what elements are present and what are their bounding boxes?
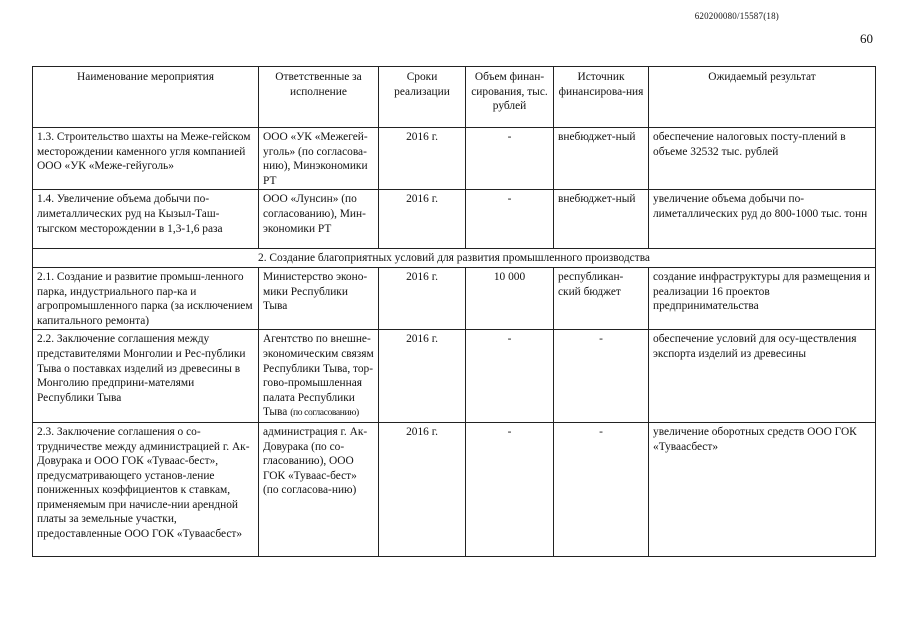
table-header-row xyxy=(33,67,876,128)
table-row xyxy=(33,128,876,190)
cell-source: республикан-ский бюджет xyxy=(554,267,649,329)
cell-responsible: ООО «УК «Межегей-уголь» (по согласова-нию), Минэкономики РТ xyxy=(259,128,379,190)
column-header-responsible: Ответственные за исполнение xyxy=(259,67,379,128)
cell-name: 2.1. Создание и развитие промыш-ленного парка, индустриального пар-ка и агропромышленного парка (за исключением капитального ремонта) xyxy=(33,267,259,329)
cell-result: создание инфраструктуры для размещения и реализации 16 проектов предпринимательства xyxy=(649,267,876,329)
responsible-note: (по согласованию) xyxy=(290,407,359,419)
cell-name: 2.2. Заключение соглашения между представителями Монголии и Рес-публики Тыва о поставках изделий из древесины в Монголию предприни-мателями Республики Тыва xyxy=(33,330,259,423)
column-header-name: Наименование мероприятия xyxy=(33,67,259,128)
page-number: 60 xyxy=(860,31,873,46)
table-row xyxy=(33,330,876,423)
cell-volume: - xyxy=(466,422,554,556)
cell-responsible xyxy=(259,330,379,423)
cell-volume: 10 000 xyxy=(466,267,554,329)
cell-responsible: Министерство эконо-мики Республики Тыва xyxy=(259,267,379,329)
cell-name: 2.3. Заключение соглашения о со-трудничестве между администрацией г. Ак-Довурака и ООО ГОК «Туваас-бест», предусматривающего установ-ление пониженных коэффициентов к ставкам, применяемым при начисле-нии арендной платы за земельные участки, предоставленные ООО ГОК «Тувaaсбест» xyxy=(33,422,259,556)
cell-volume: - xyxy=(466,190,554,249)
cell-source: - xyxy=(554,422,649,556)
section-title: 2. Создание благоприятных условий для развития промышленного производства xyxy=(33,249,876,268)
column-header-term: Сроки реализации xyxy=(379,67,466,128)
column-header-result: Ожидаемый результат xyxy=(649,67,876,128)
measures-table xyxy=(32,66,876,557)
cell-term: 2016 г. xyxy=(379,330,466,423)
cell-name: 1.3. Строительство шахты на Меже-гейском месторождении каменного угля компанией ООО «УК «Меже-гейуголь» xyxy=(33,128,259,190)
cell-result: увеличение оборотных средств ООО ГОК «Туваасбест» xyxy=(649,422,876,556)
cell-volume: - xyxy=(466,330,554,423)
cell-source: - xyxy=(554,330,649,423)
cell-volume: - xyxy=(466,128,554,190)
cell-term: 2016 г. xyxy=(379,190,466,249)
cell-source: внебюджет-ный xyxy=(554,190,649,249)
cell-name: 1.4. Увеличение объема добычи по-лиметаллических руд на Кызыл-Таш-тыгском месторождении в 1,3-1,6 раза xyxy=(33,190,259,249)
cell-result: увеличение объема добычи по-лиметаллических руд до 800-1000 тыс. тонн xyxy=(649,190,876,249)
table-row xyxy=(33,267,876,329)
table-row xyxy=(33,190,876,249)
column-header-volume: Объем финан-сирования, тыс. рублей xyxy=(466,67,554,128)
cell-term: 2016 г. xyxy=(379,267,466,329)
cell-result: обеспечение условий для осу-ществления экспорта изделий из древесины xyxy=(649,330,876,423)
responsible-text: Агентство по внешне-экономическим связям Республики Тыва, тор-гово-промышленная палата Республики Тыва xyxy=(263,333,374,419)
section-header-row xyxy=(33,249,876,268)
cell-term: 2016 г. xyxy=(379,128,466,190)
cell-term: 2016 г. xyxy=(379,422,466,556)
cell-source: внебюджет-ный xyxy=(554,128,649,190)
table-row xyxy=(33,422,876,556)
cell-result: обеспечение налоговых посту-плений в объеме 32532 тыс. рублей xyxy=(649,128,876,190)
column-header-source: Источник финансирова-ния xyxy=(554,67,649,128)
cell-responsible: администрация г. Ак-Довурака (по со-гласованию), ООО ГОК «Тувaaс-бест» (по согласова-нию) xyxy=(259,422,379,556)
cell-responsible: ООО «Лунсин» (по согласованию), Мин-экономики РТ xyxy=(259,190,379,249)
document-code: 620200080/15587(18) xyxy=(694,11,779,21)
